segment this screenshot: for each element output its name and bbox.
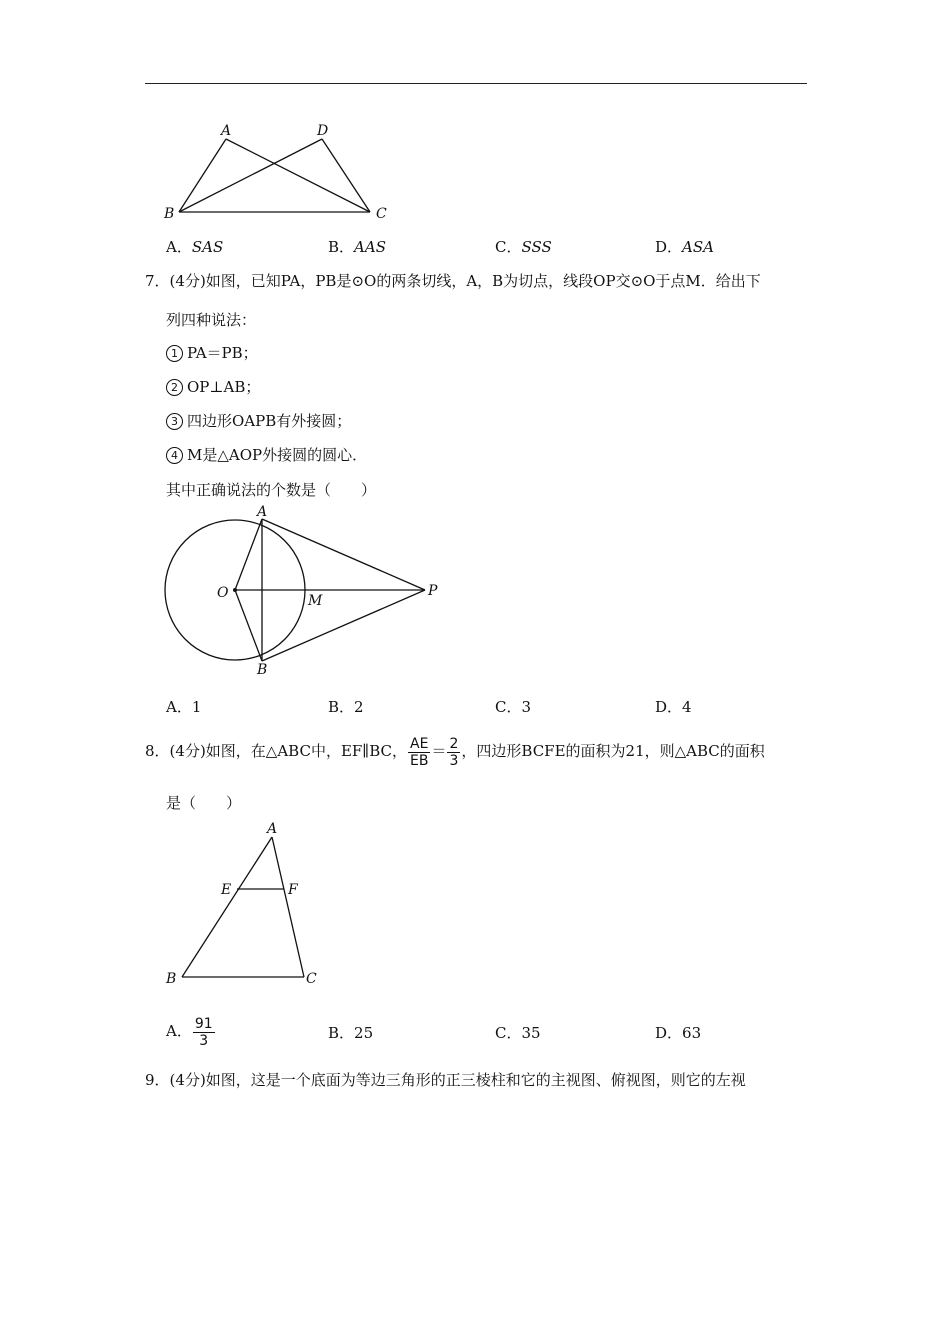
q8-option-a-fraction xyxy=(193,1016,215,1049)
q7-statement-1 xyxy=(166,342,258,363)
q9-stem-line1: 9．(4分)如图，这是一个底面为等边三角形的正三棱柱和它的主视图、俯视图，则它的左视 xyxy=(145,1071,746,1089)
q7-statement-4-text: M是△AOP外接圆的圆心． xyxy=(187,446,368,464)
q7-option-b-value: 2 xyxy=(354,698,364,716)
q8-option-a-numerator: 91 xyxy=(194,1015,213,1032)
fig7-label-p: P xyxy=(428,583,438,599)
q7-option-d[interactable] xyxy=(655,696,692,717)
q8-fraction-ae-eb-denominator: EB xyxy=(410,752,429,769)
q6-option-d-key: D． xyxy=(655,238,683,256)
fig7-label-b: B xyxy=(257,662,268,678)
q7-option-c-key: C． xyxy=(495,698,522,716)
q8-option-a-key: A． xyxy=(166,1022,192,1040)
figure-q8-triangle xyxy=(160,815,340,995)
q7-statement-3 xyxy=(166,410,351,431)
q7-option-d-key: D． xyxy=(655,698,683,716)
q8-equals: ＝ xyxy=(431,742,447,760)
q7-statement-3-number: 3 xyxy=(166,413,183,430)
q8-option-a-denominator: 3 xyxy=(199,1032,209,1049)
q6-option-b-key: B． xyxy=(328,238,355,256)
q7-statement-2-text: OP⊥AB； xyxy=(187,378,261,396)
fig7-label-m: M xyxy=(308,593,323,609)
fig8-label-c: C xyxy=(306,971,317,987)
q7-option-b[interactable] xyxy=(328,696,364,717)
figure-q6-triangles xyxy=(160,118,400,228)
q6-option-d[interactable] xyxy=(655,236,714,257)
q6-option-a[interactable] xyxy=(166,236,223,257)
q7-statement-3-text: 四边形OAPB有外接圆； xyxy=(187,412,352,430)
q8-option-c-key: C． xyxy=(495,1024,522,1042)
q8-option-b-key: B． xyxy=(328,1024,355,1042)
q7-stem-line1: 7．(4分)如图，已知PA，PB是⊙O的两条切线，A，B为切点，线段OP交⊙O于点M．给出下 xyxy=(145,272,761,290)
q8-option-b[interactable] xyxy=(328,1022,373,1043)
q8-fraction-2-3-numerator: 2 xyxy=(449,735,459,752)
q7-option-a[interactable] xyxy=(166,696,201,717)
fig6-label-d: D xyxy=(317,123,329,139)
fig6-label-a: A xyxy=(221,123,232,139)
fig7-label-a: A xyxy=(257,504,268,520)
fig6-label-c: C xyxy=(376,206,387,222)
q6-option-b[interactable] xyxy=(328,236,386,257)
q8-stem-pre: 8．(4分)如图，在△ABC中，EF∥BC， xyxy=(145,742,408,760)
q8-option-a[interactable] xyxy=(166,1012,216,1050)
q6-option-a-key: A． xyxy=(166,238,192,256)
q8-fraction-2-3 xyxy=(447,736,460,769)
q8-stem-line1 xyxy=(145,734,765,769)
q7-statement-2-number: 2 xyxy=(166,379,183,396)
q6-option-c[interactable] xyxy=(495,236,552,257)
q8-option-d[interactable] xyxy=(655,1022,701,1043)
q7-option-d-value: 4 xyxy=(682,698,692,716)
q6-option-c-value: SSS xyxy=(521,238,552,256)
fig8-label-a: A xyxy=(267,821,278,837)
q7-stem-line2: 列四种说法： xyxy=(166,311,257,329)
fig8-label-e: E xyxy=(221,882,232,898)
q7-statement-1-text: PA＝PB； xyxy=(187,344,258,362)
q7-statement-4 xyxy=(166,444,367,465)
q8-option-d-value: 63 xyxy=(682,1024,702,1042)
q7-statement-2 xyxy=(166,376,260,397)
fig8-label-b: B xyxy=(166,971,177,987)
q7-question: 其中正确说法的个数是（ ） xyxy=(166,481,377,499)
header-rule xyxy=(145,83,807,84)
q8-option-c[interactable] xyxy=(495,1022,541,1043)
q8-fraction-ae-eb-numerator: AE xyxy=(408,736,430,753)
q7-statement-1-number: 1 xyxy=(166,345,183,362)
q7-option-a-key: A． xyxy=(166,698,192,716)
q7-option-b-key: B． xyxy=(328,698,355,716)
fig6-label-b: B xyxy=(164,206,175,222)
q8-stem-line2: 是（ ） xyxy=(166,794,242,812)
q8-stem-post: ，四边形BCFE的面积为21，则△ABC的面积 xyxy=(461,742,765,760)
q6-option-c-key: C． xyxy=(495,238,522,256)
q7-option-c[interactable] xyxy=(495,696,531,717)
q7-statement-4-number: 4 xyxy=(166,447,183,464)
q8-fraction-2-3-denominator: 3 xyxy=(449,752,459,769)
q7-option-c-value: 3 xyxy=(521,698,532,716)
q7-option-a-value: 1 xyxy=(191,698,202,716)
figure-q7-circle-tangents xyxy=(155,500,455,680)
q8-option-d-key: D． xyxy=(655,1024,683,1042)
q6-option-d-value: ASA xyxy=(682,238,714,256)
q8-fraction-ae-eb xyxy=(408,736,430,769)
q6-option-a-value: SAS xyxy=(191,238,224,256)
q8-option-b-value: 25 xyxy=(354,1024,374,1042)
q8-option-c-value: 35 xyxy=(521,1024,541,1042)
fig7-label-o: O xyxy=(217,585,229,601)
q6-option-b-value: AAS xyxy=(354,238,386,256)
fig8-label-f: F xyxy=(288,882,298,898)
